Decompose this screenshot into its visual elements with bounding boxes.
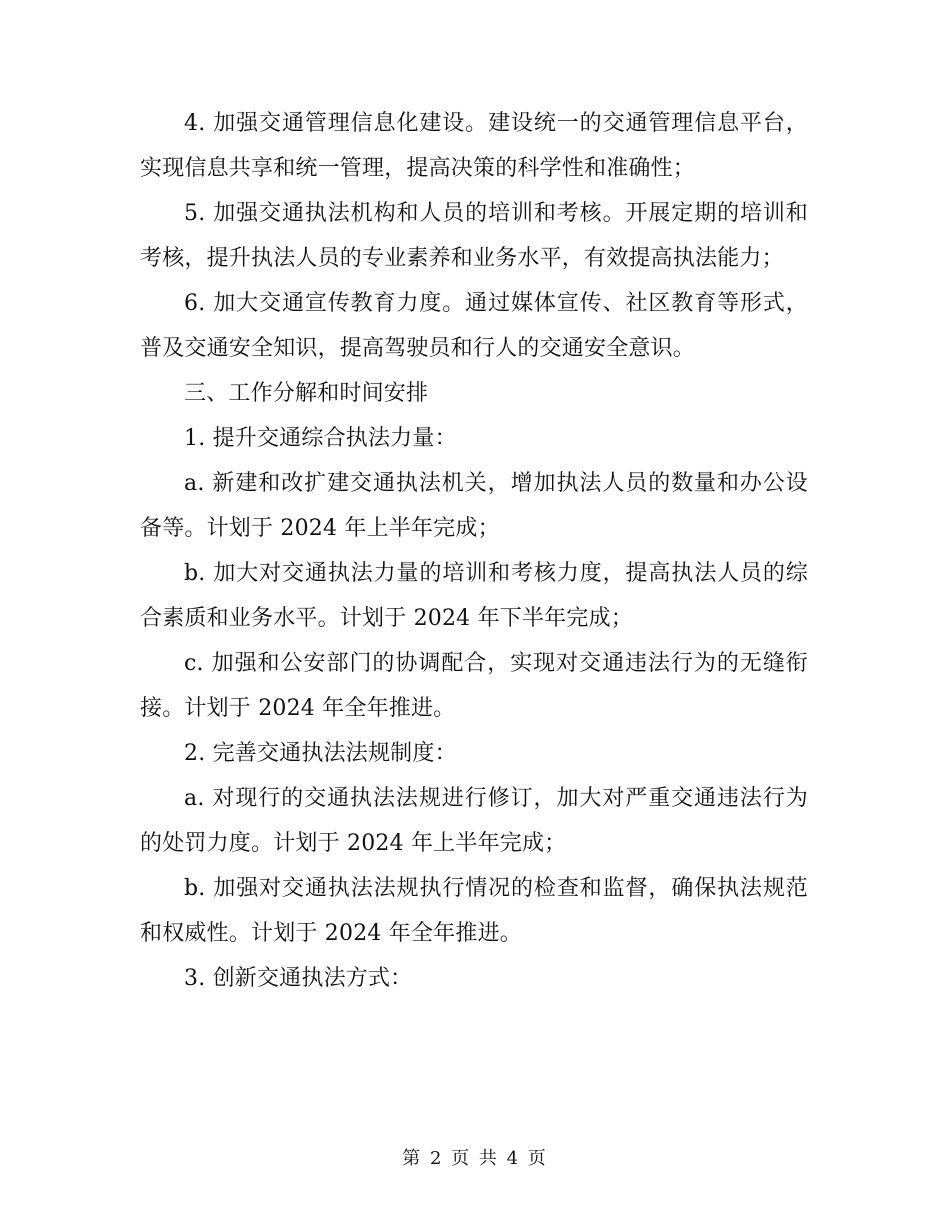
subsection-heading-1: 1. 提升交通综合执法力量： bbox=[184, 426, 457, 451]
subitem-1c: c. 加强和公安部门的协调配合，实现对交通违法行为的无缝衔接。计划于 2024 年全年推进。 bbox=[140, 651, 808, 721]
subsection-heading-3: 3. 创新交通执法方式： bbox=[184, 966, 413, 991]
paragraph-item-4: 4. 加强交通管理信息化建设。建设统一的交通管理信息平台，实现信息共享和统一管理，提高决策的科学性和准确性； bbox=[140, 111, 808, 181]
document-body bbox=[140, 101, 808, 1001]
subitem-2a: a. 对现行的交通执法法规进行修订，加大对严重交通违法行为的处罚力度。计划于 2024 年上半年完成； bbox=[140, 786, 808, 856]
subitem-1b: b. 加大对交通执法力量的培训和考核力度，提高执法人员的综合素质和业务水平。计划于 2024 年下半年完成； bbox=[140, 561, 808, 631]
paragraph-item-6: 6. 加大交通宣传教育力度。通过媒体宣传、社区教育等形式，普及交通安全知识，提高驾驶员和行人的交通安全意识。 bbox=[140, 291, 808, 361]
page-number-footer: 第 2 页 共 4 页 bbox=[402, 1148, 548, 1169]
subitem-1a: a. 新建和改扩建交通执法机关，增加执法人员的数量和办公设备等。计划于 2024 年上半年完成； bbox=[140, 471, 808, 541]
section-heading-work-breakdown: 三、工作分解和时间安排 bbox=[184, 381, 429, 406]
paragraph-item-5: 5. 加强交通执法机构和人员的培训和考核。开展定期的培训和考核，提升执法人员的专业素养和业务水平，有效提高执法能力； bbox=[140, 201, 808, 271]
subitem-2b: b. 加强对交通执法法规执行情况的检查和监督，确保执法规范和权威性。计划于 2024 年全年推进。 bbox=[140, 876, 808, 946]
subsection-heading-2: 2. 完善交通执法法规制度： bbox=[184, 741, 457, 766]
